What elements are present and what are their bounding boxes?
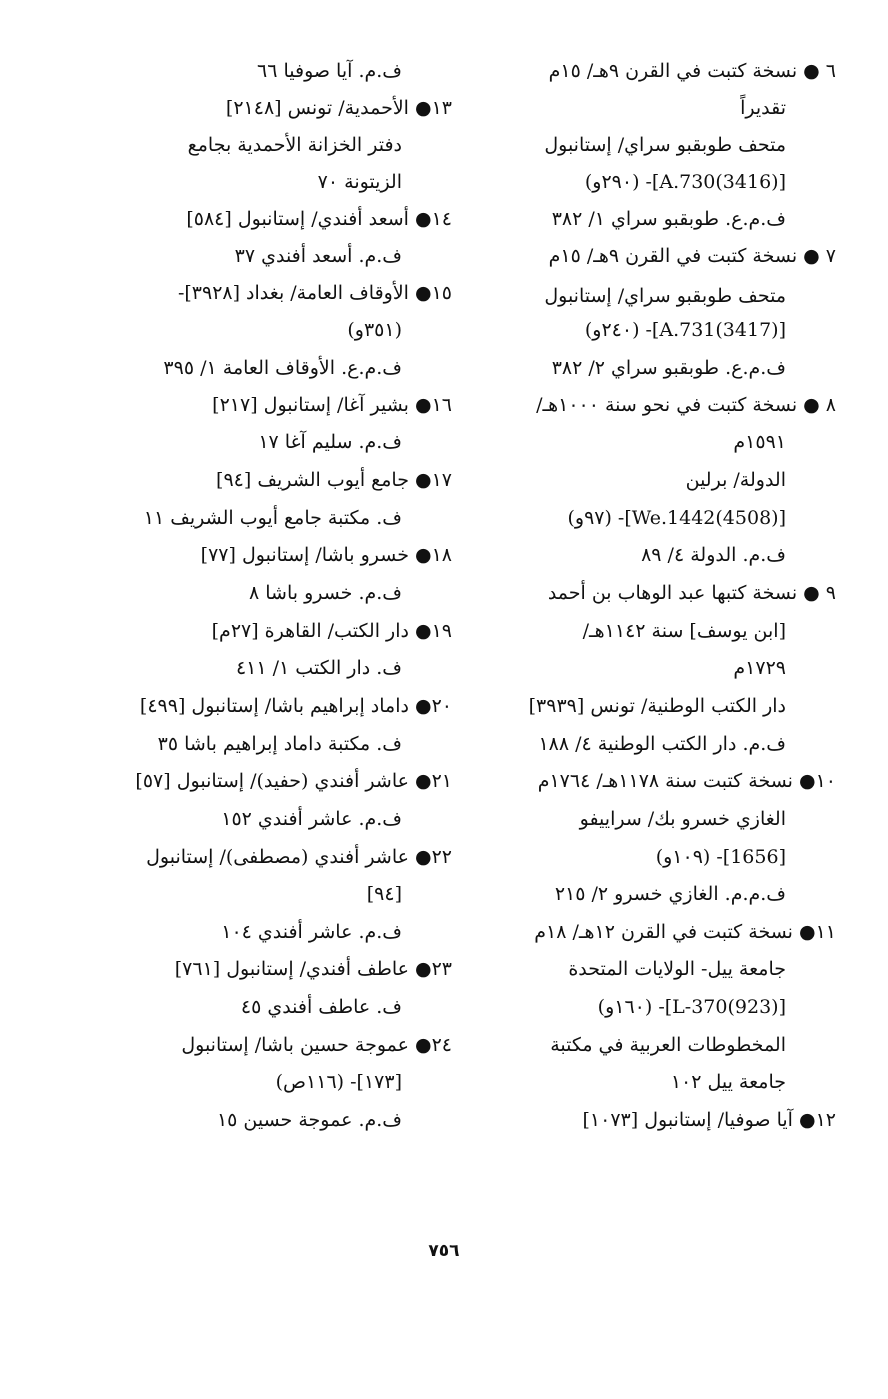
entry-22-line-2: [٩٤]	[366, 883, 402, 905]
entry-23-catalogue: ف. عاطف أفندي ٤٥	[240, 996, 402, 1018]
entry-11-line-1: ١١● نسخة كتبت في القرن ١٢هـ/ ١٨م	[534, 921, 836, 943]
entry-11-library: جامعة ييل- الولايات المتحدة	[568, 958, 786, 980]
entry-8-line-1: ٨ ● نسخة كتبت في نحو سنة ١٠٠٠هـ/	[536, 394, 836, 416]
entry-10-line-1: ١٠● نسخة كتبت سنة ١١٧٨هـ/ ١٧٦٤م	[537, 770, 836, 792]
entry-23-line-1: ٢٣● عاطف أفندي/ إستانبول [٧٦١]	[174, 958, 452, 980]
entry-6-line-1: ٦ ● نسخة كتبت في القرن ٩هـ/ ١٥م	[548, 60, 836, 82]
entry-24-catalogue: ف.م. عموجة حسين ١٥	[216, 1109, 402, 1131]
entry-9-line-1: ٩ ● نسخة كتبها عبد الوهاب بن أحمد	[547, 582, 836, 604]
entry-10-shelfmark: [1656]- (١٠٩و)	[655, 846, 786, 868]
entry-7-line-1: ٧ ● نسخة كتبت في القرن ٩هـ/ ١٥م	[548, 245, 836, 267]
entry-6-catalogue: ف.م.ع. طوبقبو سراي ١/ ٣٨٢	[551, 208, 786, 230]
entry-20-line-1: ٢٠● داماد إبراهيم باشا/ إستانبول [٤٩٩]	[139, 695, 452, 717]
entry-9-line-2: [ابن يوسف] سنة ١١٤٢هـ/	[582, 620, 786, 642]
entry-13-line-1: ١٣● الأحمدية/ تونس [٢١٤٨]	[225, 97, 452, 119]
entry-18-catalogue: ف.م. خسرو باشا ٨	[248, 582, 402, 604]
entry-12-catalogue: ف.م. آيا صوفيا ٦٦	[257, 60, 402, 82]
entry-13-catalogue-1: دفتر الخزانة الأحمدية بجامع	[187, 134, 402, 156]
entry-6-library: متحف طوبقبو سراي/ إستانبول	[544, 134, 786, 156]
entry-13-catalogue-2: الزيتونة ٧٠	[317, 171, 402, 193]
entry-22-catalogue: ف.م. عاشر أفندي ١٠٤	[221, 921, 402, 943]
entry-16-line-1: ١٦● بشير آغا/ إستانبول [٢١٧]	[212, 394, 452, 416]
entry-6-shelfmark: [A.730(3416)]- (٢٩٠و)	[584, 171, 786, 193]
entry-9-line-3: ١٧٢٩م	[733, 657, 786, 679]
entry-11-catalogue-2: جامعة ييل ١٠٢	[670, 1071, 786, 1093]
entry-20-catalogue: ف. مكتبة داماد إبراهيم باشا ٣٥	[157, 733, 402, 755]
entry-8-line-2: ١٥٩١م	[733, 431, 786, 453]
entry-8-shelfmark: [We.1442(4508)]- (٩٧و)	[567, 507, 786, 529]
entry-22-line-1: ٢٢● عاشر أفندي (مصطفى)/ إستانبول	[146, 846, 452, 868]
entry-18-line-1: ١٨● خسرو باشا/ إستانبول [٧٧]	[200, 544, 452, 566]
entry-8-catalogue: ف.م. الدولة ٤/ ٨٩	[641, 544, 786, 566]
entry-7-library: متحف طوبقبو سراي/ إستانبول	[544, 285, 786, 307]
entry-10-catalogue: ف.م.م. الغازي خسرو ٢/ ٢١٥	[554, 883, 786, 905]
entry-6-line-2: تقديراً	[740, 97, 786, 119]
entry-19-line-1: ١٩● دار الكتب/ القاهرة [٢٧م]	[211, 620, 452, 642]
entry-15-line-1: ١٥● الأوقاف العامة/ بغداد [٣٩٢٨]-	[177, 282, 452, 304]
entry-17-catalogue: ف. مكتبة جامع أيوب الشريف ١١	[143, 507, 402, 529]
entry-24-line-2: [١٧٣]- (١١٦ص)	[275, 1071, 402, 1093]
entry-8-library: الدولة/ برلين	[685, 469, 786, 491]
entry-16-catalogue: ف.م. سليم آغا ١٧	[258, 431, 402, 453]
entry-12-line-1: ١٢● آيا صوفيا/ إستانبول [١٠٧٣]	[582, 1109, 836, 1131]
entry-7-shelfmark: [A.731(3417)]- (٢٤٠و)	[584, 319, 786, 341]
entry-10-library: الغازي خسرو بك/ سراييفو	[579, 808, 786, 830]
entry-15-catalogue: ف.م.ع. الأوقاف العامة ١/ ٣٩٥	[163, 357, 402, 379]
entry-11-shelfmark: [L-370(923)]- (١٦٠و)	[597, 996, 786, 1018]
entry-21-line-1: ٢١● عاشر أفندي (حفيد)/ إستانبول [٥٧]	[135, 770, 452, 792]
entry-15-line-2: (٣٥١و)	[347, 319, 402, 341]
entry-17-line-1: ١٧● جامع أيوب الشريف [٩٤]	[216, 469, 452, 491]
entry-19-catalogue: ف. دار الكتب ١/ ٤١١	[235, 657, 402, 679]
entry-7-catalogue: ف.م.ع. طوبقبو سراي ٢/ ٣٨٢	[551, 357, 786, 379]
entry-21-catalogue: ف.م. عاشر أفندي ١٥٢	[221, 808, 402, 830]
entry-24-line-1: ٢٤● عموجة حسين باشا/ إستانبول	[181, 1034, 452, 1056]
entry-9-library: دار الكتب الوطنية/ تونس [٣٩٣٩]	[528, 695, 786, 717]
entry-14-catalogue: ف.م. أسعد أفندي ٣٧	[234, 245, 402, 267]
entry-14-line-1: ١٤● أسعد أفندي/ إستانبول [٥٨٤]	[186, 208, 452, 230]
entry-11-catalogue-1: المخطوطات العربية في مكتبة	[550, 1034, 786, 1056]
entry-9-catalogue: ف.م. دار الكتب الوطنية ٤/ ١٨٨	[538, 733, 786, 755]
page-number: ٧٥٦	[428, 1241, 460, 1261]
